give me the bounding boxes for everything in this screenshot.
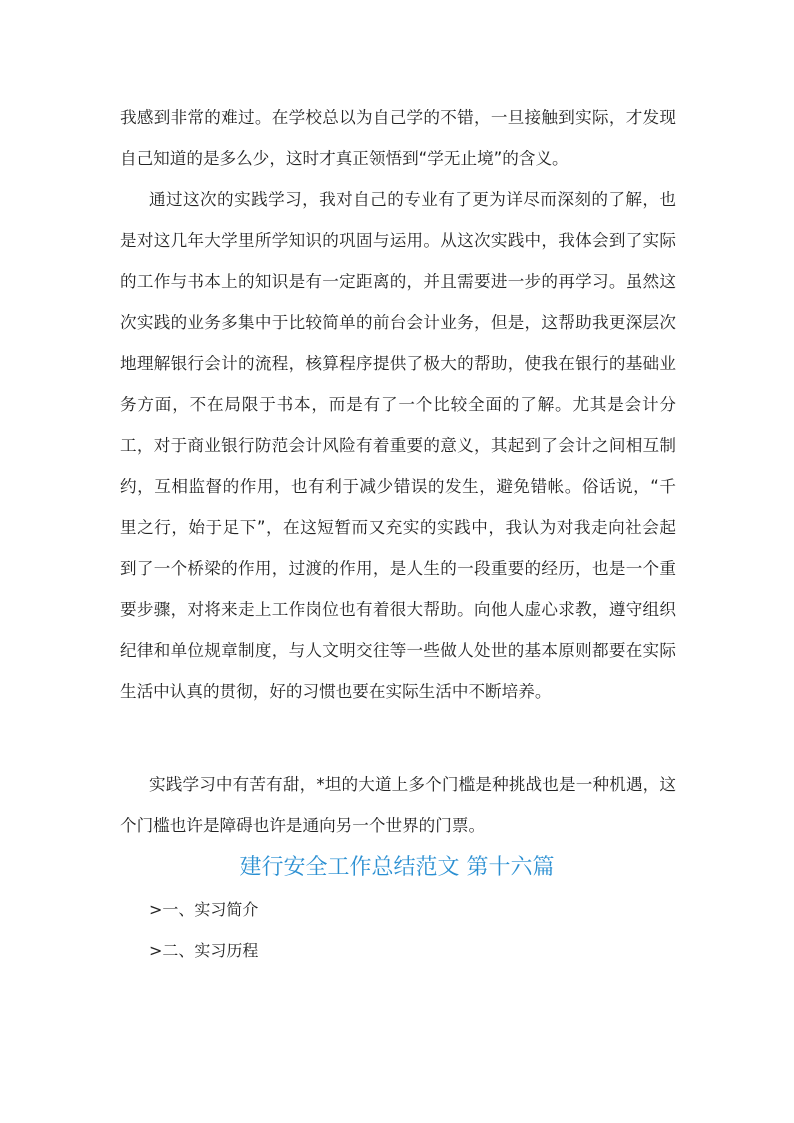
section-heading: 建行安全工作总结范文 第十六篇: [239, 855, 555, 880]
paragraph-continuation: 我感到非常的难过。在学校总以为自己学的不错，一旦接触到实际，才发现自己知道的是多么少，这时才真正领悟到“学无止境”的含义。: [120, 108, 676, 168]
toc-item-internship-intro[interactable]: >一、实习简介: [149, 900, 259, 919]
paragraph-practice-summary: 通过这次的实践学习，我对自己的专业有了更为详尽而深刻的了解，也是对这几年大学里所学知识的巩固与运用。从这次实践中，我体会到了实际的工作与书本上的知识是有一定距离的，并且需要进一步的再学习。虽然这次实践的业务多集中于比较简单的前台会计业务，但是，这帮助我更深层次地理解银行会计的流程，核算程序提供了极大的帮助，使我在银行的基础业务方面，不在局限于书本，而是有了一个比较全面的了解。尤其是会计分工，对于商业银行防范会计风险有着重要的意义，其起到了会计之间相互制约，互相监督的作用，也有利于减少错误的发生，避免错帐。俗话说，“千里之行，始于足下”，在这短暂而又充实的实践中，我认为对我走向社会起到了一个桥梁的作用，过渡的作用，是人生的一段重要的经历，也是一个重要步骤，对将来走上工作岗位也有着很大帮助。向他人虚心求教，遵守组织纪律和单位规章制度，与人文明交往等一些做人处世的基本原则都要在实际生活中认真的贯彻，好的习惯也要在实际生活中不断培养。: [120, 190, 676, 701]
toc-item-internship-process[interactable]: >二、实习历程: [149, 941, 259, 960]
paragraph-closing: 实践学习中有苦有甜，*坦的大道上多个门槛是种挑战也是一种机遇，这个门槛也许是障碍也许是通向另一个世界的门票。: [120, 775, 676, 835]
